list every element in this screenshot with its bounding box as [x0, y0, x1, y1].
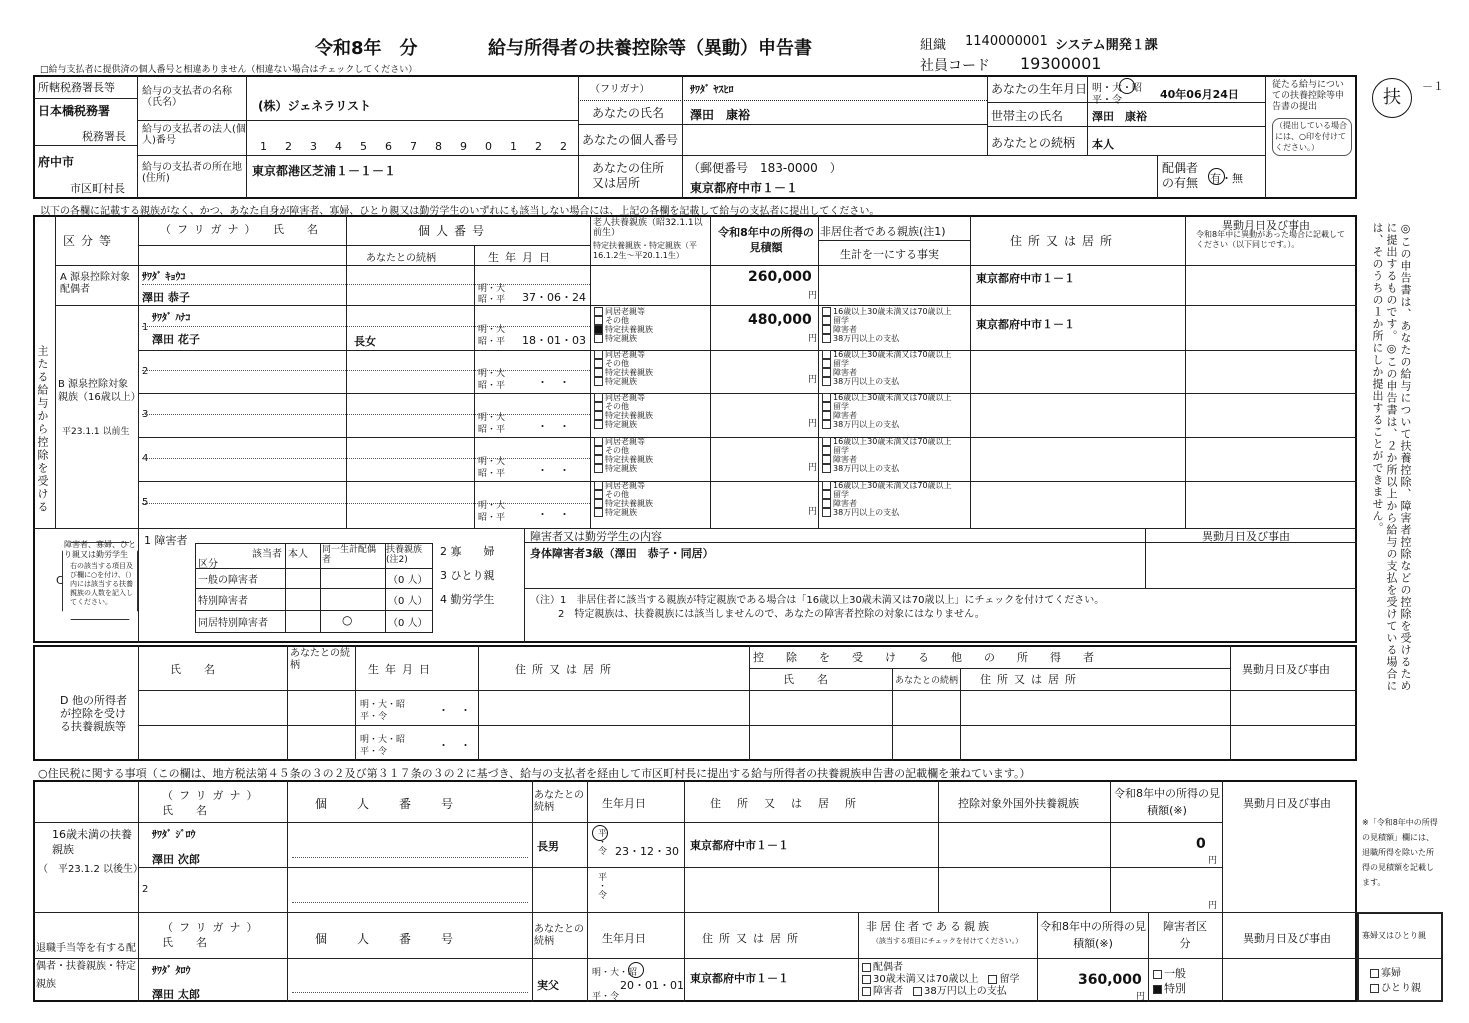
tax-office-suffix: 税務署長	[82, 130, 126, 143]
h-change-sub: 令和8年中に異動があった場合に記載してください（以下同じです。）。	[1196, 230, 1346, 249]
applicant-address-label: あなたの住所又は居所	[592, 161, 665, 190]
retire-disabled-options[interactable]: 一般 特別	[1153, 966, 1186, 996]
applicant-address: 東京都府中市１－１	[690, 181, 799, 195]
retire-era-circle	[628, 962, 644, 978]
retire-address: 東京都府中市１－１	[690, 972, 789, 985]
c-note: 障害者、寡婦、ひとり親又は勤労学生	[64, 540, 136, 559]
c-disabled: 1 障害者	[144, 534, 188, 547]
u16-name: 澤田 次郎	[152, 853, 200, 866]
birth-era: 明・大・昭	[1092, 83, 1142, 94]
row5-nonres[interactable]: 16歳以上30歳未満又は70歳以上 留学 障害者 38万円以上の支払	[822, 481, 952, 517]
row4-options[interactable]: 同居老親等 その他 特定扶養親族 特定親族	[594, 437, 653, 473]
h-birth: 生年月日	[488, 251, 556, 264]
era-circle	[1119, 78, 1135, 94]
employer-address: 東京都港区芝浦１－１－１	[252, 164, 397, 178]
dep1-address: 東京都府中市１－１	[976, 318, 1075, 331]
c-widow[interactable]: 2 寡 婦	[440, 545, 495, 558]
relation: 本人	[1092, 138, 1114, 151]
employer-name: (株）ジェネラリスト	[258, 99, 372, 113]
employer-name-label: 給与の支払者の名称（氏名）	[142, 86, 232, 108]
h-name: （フリガナ） 氏 名	[160, 223, 324, 236]
dep1-name: 澤田 花子	[152, 333, 200, 346]
applicant-birth: 40年06月24日	[1160, 88, 1239, 101]
u16-birth: 23・12・30	[615, 845, 679, 858]
city: 府中市	[38, 155, 75, 169]
retire-label: 退職手当等を有する配偶者・扶養親族・特定親族	[36, 943, 136, 990]
u16-label: 16歳未満の扶養親族	[52, 828, 132, 856]
d-label: D 他の所得者が控除を受ける扶養親族等	[60, 694, 127, 733]
spouse-value[interactable]: 有・無	[1210, 172, 1243, 185]
h-living: 生計を一にする事実	[840, 248, 939, 261]
spouse-label: 配偶者の有無	[1162, 161, 1199, 190]
retire-widow-options[interactable]: 寡婦 ひとり親	[1370, 966, 1421, 996]
city-suffix: 市区町村長	[70, 182, 125, 195]
employer-address-label: 給与の支払者の所在地(住所)	[142, 162, 242, 184]
c-note2: 2 特定親族は、扶養親族には該当しませんので、あなたの障害者控除の対象にはなりません。	[558, 609, 985, 620]
tax-office: 日本橋税務署	[38, 104, 111, 118]
retire-birth: 20・01・01	[620, 979, 684, 992]
applicant-mynumber-label: あなたの個人番号	[582, 133, 679, 147]
c-change-label: 異動月日及び事由	[1202, 530, 1290, 543]
u16-address: 東京都府中市１－１	[690, 839, 789, 852]
applicant-name: 澤田 康裕	[690, 108, 751, 122]
u16-furigana: ｻﾜﾀﾞ ｼﾞﾛｳ	[152, 830, 196, 841]
row1-nonres[interactable]: 16歳以上30歳未満又は70歳以上 留学 障害者 38万円以上の支払	[822, 307, 952, 343]
c-label: C	[56, 574, 64, 587]
secondary-pay-sub[interactable]: （提出している場合には、○印を付けてください。）	[1272, 118, 1352, 156]
cat-b: B 源泉控除対象親族（16歳以上）	[58, 379, 141, 403]
h-address: 住所又は居所	[1010, 234, 1119, 248]
mynumber-check[interactable]: □給与支払者に提供済の個人番号と相違ありません（相違ない場合はチェックしてください）	[40, 65, 418, 75]
corp-no-label: 給与の支払者の法人(個人)番号	[142, 124, 246, 146]
fu-mark: 扶	[1372, 78, 1412, 118]
spouse-name: 澤田 恭子	[142, 291, 190, 304]
applicant-furigana: ｻﾜﾀﾞ ﾔｽﾋﾛ	[690, 85, 734, 96]
row3-options[interactable]: 同居老親等 その他 特定扶養親族 特定親族	[594, 393, 653, 429]
dep1-furigana: ｻﾜﾀﾞ ﾊﾅｺ	[152, 313, 191, 324]
row3-nonres[interactable]: 16歳以上30歳未満又は70歳以上 留学 障害者 38万円以上の支払	[822, 393, 952, 429]
page-num: －１	[1422, 80, 1444, 93]
secondary-pay-note: 従たる給与についての扶養控除等申告書の提出	[1272, 80, 1345, 112]
row4-nonres[interactable]: 16歳以上30歳未満又は70歳以上 留学 障害者 38万円以上の支払	[822, 437, 952, 473]
org-code: 1140000001	[965, 34, 1048, 49]
spouse-circle	[1208, 168, 1225, 185]
org-label: 組織	[920, 38, 947, 53]
birth-era2: 平・令	[1092, 95, 1122, 106]
cat-a: A 源泉控除対象配偶者	[60, 272, 131, 295]
h-specific: 特定扶養親族・特定親族（平16.1.2生～平20.1.1生）	[593, 241, 697, 260]
retire-relation: 実父	[537, 979, 559, 992]
org-name: システム開発１課	[1055, 38, 1158, 53]
row2-nonres[interactable]: 16歳以上30歳未満又は70歳以上 留学 障害者 38万円以上の支払	[822, 350, 952, 386]
emp-code: 19300001	[1020, 54, 1102, 73]
retire-income: 360,000	[1078, 972, 1142, 988]
c-single[interactable]: 3 ひとり親	[440, 569, 495, 582]
householder: 澤田 康裕	[1092, 110, 1147, 123]
h-number: 個人番号	[418, 224, 491, 238]
u16-income: 0	[1196, 836, 1206, 852]
cat-b-sub: 平23.1.1 以前生	[62, 427, 130, 437]
form-title: 給与所得者の扶養控除等（異動）申告書	[488, 38, 812, 59]
notice: 以下の各欄に記載する親族がなく、かつ、あなた自身が障害者、寡婦、ひとり親又は勤労学生のいずれにも該当しない場合には、上記の各欄を記載して給与の支払者に提出してください。	[40, 206, 880, 217]
relation-label: あなたとの続柄	[991, 136, 1076, 150]
c-cohabit: 同居特別障害者	[198, 618, 268, 629]
u16-relation: 長男	[537, 840, 559, 853]
retire-nonres-options[interactable]: 配偶者 30歳未満又は70歳以上 留学 障害者 38万円以上の支払	[862, 962, 1019, 998]
c-special: 特別障害者	[198, 596, 248, 607]
c-student[interactable]: 4 勤労学生	[440, 593, 495, 606]
applicant-name-label: あなたの氏名	[592, 106, 665, 120]
c-general: 一般の障害者	[198, 575, 258, 586]
row1-options[interactable]: 同居老親等 その他 特定扶養親族 特定親族	[594, 307, 653, 343]
spouse-income: 260,000	[748, 269, 812, 285]
retire-furigana: ｻﾜﾀﾞ ﾀﾛｳ	[152, 966, 191, 977]
birth-label: あなたの生年月日	[991, 82, 1088, 96]
h-income: 令和8年中の所得の見積額	[718, 226, 814, 254]
u16-sub: （ 平23.1.2 以後生）	[38, 864, 143, 875]
c-note-sub: 右の該当する項目及び欄に○を付け、（）内には該当する扶養親族の人数を記入してください。	[70, 562, 133, 606]
era-year: 令和8年 分	[315, 38, 418, 59]
tax-office-label: 所轄税務署長等	[38, 81, 115, 94]
spouse-birth: 37・06・24	[522, 291, 586, 304]
c-content: 身体障害者3級（澤田 恭子・同居）	[530, 547, 714, 560]
c-content-label: 障害者又は勤労学生の内容	[530, 530, 662, 543]
dep1-income: 480,000	[748, 312, 812, 328]
retire-name: 澤田 太郎	[152, 988, 200, 1001]
emp-label: 社員コード	[920, 58, 990, 74]
row5-options[interactable]: 同居老親等 その他 特定扶養親族 特定親族	[594, 481, 653, 517]
c-circle: ○	[342, 613, 353, 627]
h-category: 区分等	[63, 234, 118, 248]
section-d	[33, 645, 1357, 761]
h-change: 異動月日及び事由	[1222, 219, 1310, 232]
h-elderly: 老人扶養親族（昭32.1.1以前生）	[593, 218, 703, 238]
u16-side-note: ※「令和8年中の所得の見積額」欄には、退職所得を除いた所得の見積額を記載します。	[1362, 818, 1438, 887]
resident-note: ○住民税に関する事項（この欄は、地方税法第４５条の３の２及び第３１７条の３の２に基づき、給与の支払者を経由して市区町村長に提出する給与所得者の扶養親族申告書の記載欄を兼ねています。）	[38, 767, 1031, 780]
furigana-label: （フリガナ）	[590, 84, 650, 95]
dep1-birth: 18・01・03	[522, 334, 586, 347]
applicant-postal: （郵便番号 183-0000 ）	[688, 161, 842, 175]
h-nonres: 非居住者である親族(注1)	[820, 225, 946, 238]
right-note: ◎この申告書は、あなたの給与について扶養控除、障害者控除などの控除を受けるために提出するものです。◎この申告書は、２か所以上から給与の支払を受けている場合には、そのうちの１か所にしか提出することができません。	[1371, 222, 1412, 692]
spouse-furigana: ｻﾜﾀﾞ ｷｮｳｺ	[142, 272, 186, 283]
h-relation: あなたとの続柄	[366, 253, 436, 264]
spouse-address: 東京都府中市１－１	[976, 272, 1075, 285]
side-label: 主たる給与から控除を受ける	[36, 345, 49, 514]
dep1-relation: 長女	[354, 335, 376, 348]
row2-options[interactable]: 同居老親等 その他 特定扶養親族 特定親族	[594, 350, 653, 386]
householder-label: 世帯主の氏名	[991, 109, 1064, 123]
c-note1: （注）1 非居住者に該当する親族が特定親族である場合は「16歳以上30歳未満又は70歳以上」にチェックを付けてください。	[530, 595, 1105, 606]
